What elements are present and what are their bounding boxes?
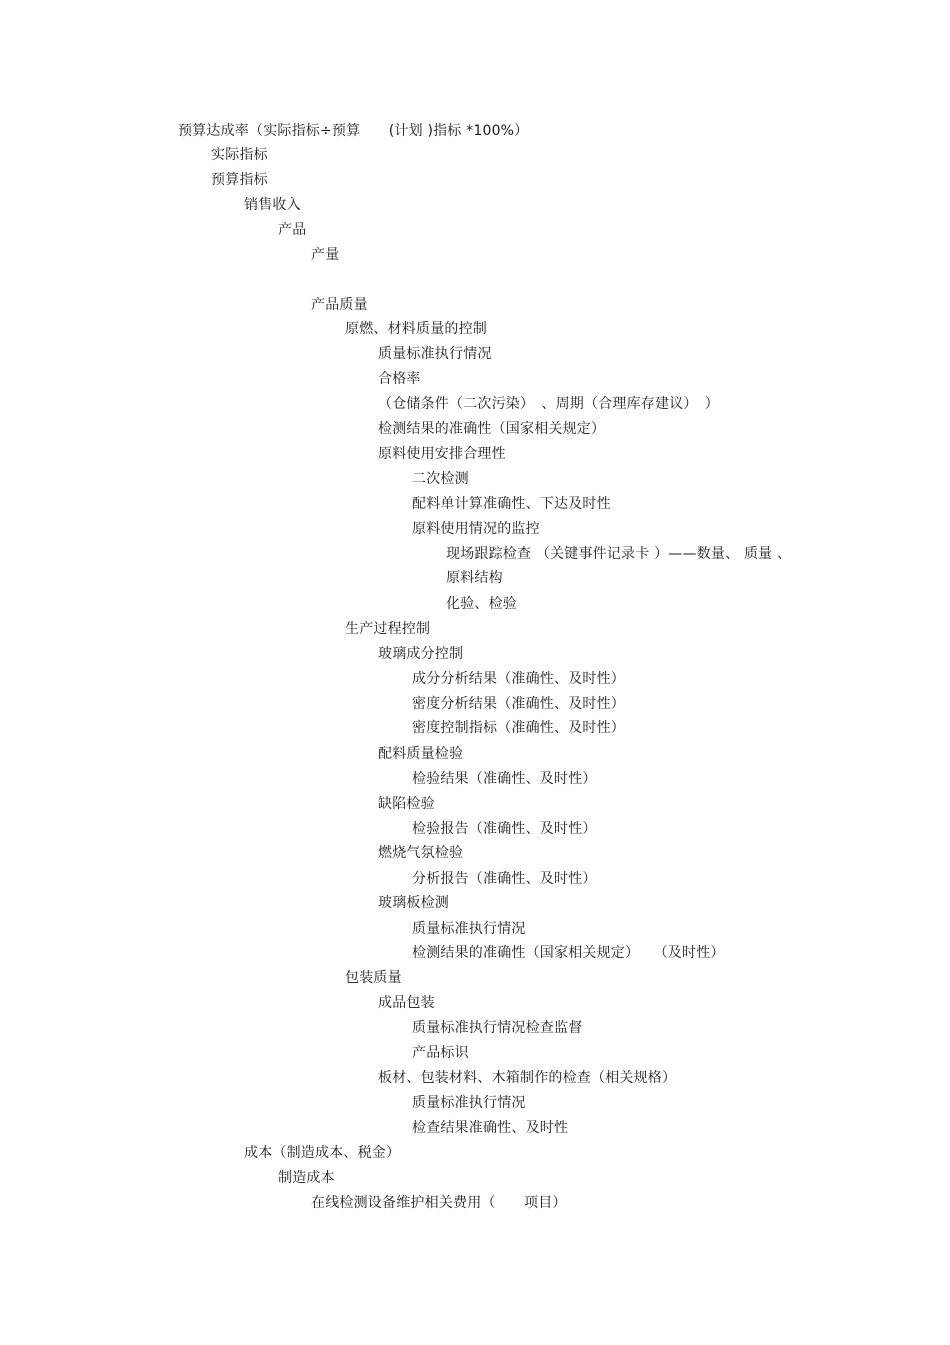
- text-line-equipment-maintenance: 在线检测设备维护相关费用（ 项目）: [311, 1195, 567, 1211]
- text-line-assay-inspection: 化验、检验: [446, 596, 517, 612]
- text-line-test-accuracy: 检测结果的准确性（国家相关规定）: [378, 421, 606, 437]
- text-line-actual-indicator: 实际指标: [211, 147, 268, 163]
- text-line-quality-standard-3: 质量标准执行情况: [412, 1095, 526, 1111]
- text-line-composition-analysis: 成分分析结果（准确性、及时性）: [412, 671, 625, 687]
- text-line-budget-indicator: 预算指标: [211, 172, 268, 188]
- text-line-packaging-material-check: 板材、包装材料、木箱制作的检查（相关规格）: [378, 1070, 677, 1086]
- text-line-product-quality: 产品质量: [311, 297, 368, 313]
- text-line-defect-inspection: 缺陷检验: [378, 796, 435, 812]
- text-line-secondary-test: 二次检测: [412, 471, 469, 487]
- text-line-manufacturing-cost: 制造成本: [278, 1170, 335, 1186]
- text-line-packaging-quality: 包装质量: [345, 970, 402, 986]
- text-line-density-analysis: 密度分析结果（准确性、及时性）: [412, 696, 625, 712]
- text-line-density-control: 密度控制指标（准确性、及时性）: [412, 720, 625, 736]
- text-line-budget-achievement-rate: 预算达成率（实际指标÷预算 (计划 )指标 *100%）: [178, 123, 529, 139]
- text-line-product-label: 产品标识: [412, 1045, 469, 1061]
- text-line-product: 产品: [278, 222, 307, 238]
- text-line-glass-composition: 玻璃成分控制: [378, 646, 464, 662]
- text-line-cost: 成本（制造成本、税金）: [244, 1145, 401, 1161]
- text-line-batch-quality-test: 配料质量检验: [378, 746, 464, 762]
- text-line-onsite-tracking: 现场跟踪检查 （关键事件记录卡 ）——数量、 质量 、: [446, 546, 792, 562]
- text-line-quality-supervision: 质量标准执行情况检查监督: [412, 1020, 583, 1036]
- text-line-check-result-accuracy: 检查结果准确性、及时性: [412, 1120, 569, 1136]
- text-line-test-results: 检验结果（准确性、及时性）: [412, 771, 597, 787]
- text-line-storage-conditions: （仓储条件（二次污染） 、周期（合理库存建议） ）: [378, 396, 719, 412]
- text-line-analysis-report: 分析报告（准确性、及时性）: [412, 871, 597, 887]
- text-line-output: 产量: [311, 247, 340, 263]
- text-line-sales-revenue: 销售收入: [244, 197, 301, 213]
- text-line-quality-standard-2: 质量标准执行情况: [412, 921, 526, 937]
- text-line-finished-packaging: 成品包装: [378, 995, 435, 1011]
- text-line-quality-standard: 质量标准执行情况: [378, 346, 492, 362]
- text-line-inspection-report: 检验报告（准确性、及时性）: [412, 821, 597, 837]
- text-line-raw-material-quality: 原燃、材料质量的控制: [345, 321, 487, 337]
- text-line-combustion-atmosphere: 燃烧气氛检验: [378, 845, 464, 861]
- text-line-batch-sheet-accuracy: 配料单计算准确性、下达及时性: [412, 496, 611, 512]
- text-line-material-usage-plan: 原料使用安排合理性: [378, 446, 506, 462]
- text-line-glass-plate-test: 玻璃板检测: [378, 895, 449, 911]
- text-line-production-process: 生产过程控制: [345, 621, 431, 637]
- text-line-pass-rate: 合格率: [378, 371, 421, 387]
- text-line-material-structure: 原料结构: [446, 570, 503, 586]
- text-line-material-usage-monitor: 原料使用情况的监控: [412, 521, 540, 537]
- text-line-test-accuracy-timely: 检测结果的准确性（国家相关规定） （及时性）: [412, 945, 725, 961]
